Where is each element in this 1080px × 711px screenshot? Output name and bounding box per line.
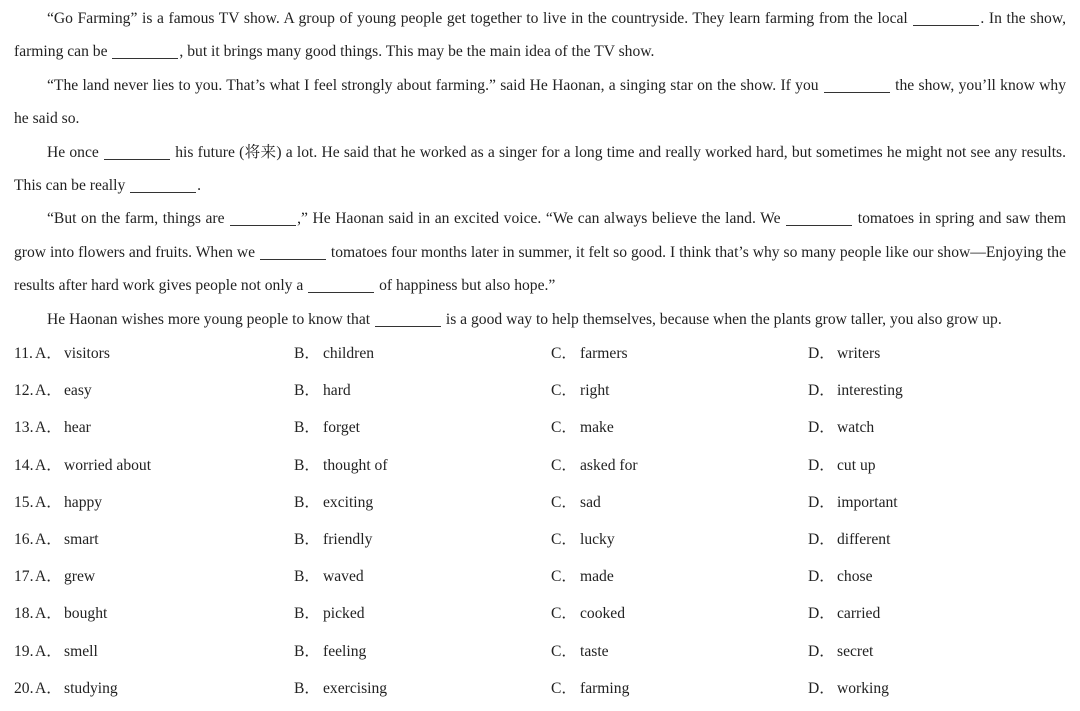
option-text: easy [64, 382, 92, 400]
option-text: secret [837, 642, 874, 660]
option-text: made [580, 568, 614, 586]
option-c[interactable] [551, 597, 625, 630]
option-letter: A． [35, 419, 62, 437]
question-number: 20. [14, 679, 34, 697]
option-letter: A． [35, 642, 62, 660]
option-d[interactable] [808, 337, 880, 370]
option-letter: C． [551, 456, 577, 474]
passage-text: the show, you’ll know why he said so. [14, 76, 1066, 128]
option-text: chose [837, 568, 873, 586]
option-letter: C． [551, 605, 577, 623]
option-letter: D． [808, 679, 835, 697]
passage-text: , but it brings many good things. This may be the main idea of the TV show. [179, 43, 655, 61]
option-text: exciting [323, 493, 374, 511]
question-number: 13. [14, 419, 34, 437]
option-text: hear [64, 419, 91, 437]
option-letter: A． [35, 382, 62, 400]
option-letter: C． [551, 530, 577, 548]
option-b[interactable] [294, 411, 360, 444]
passage-text: He Haonan wishes more young people to know that [47, 310, 374, 328]
option-d[interactable] [808, 635, 873, 668]
option-c[interactable] [551, 672, 629, 705]
passage-text: tomatoes four months later in summer, it felt so good. I think that’s why so many people like our show—Enjoying the results after hard work gives people not only a [14, 243, 1066, 295]
option-letter: C． [551, 642, 577, 660]
passage-text: ,” He Haonan said in an excited voice. “We can always believe the land. We [297, 210, 786, 228]
option-text: thought of [323, 456, 388, 474]
option-c[interactable] [551, 449, 638, 482]
question-row-14 [14, 449, 1074, 486]
option-text: visitors [64, 345, 110, 362]
option-letter: B． [294, 345, 320, 362]
option-letter: D． [808, 456, 835, 474]
answer-blank [308, 277, 374, 294]
option-d[interactable] [808, 486, 898, 519]
option-letter: D． [808, 382, 835, 400]
answer-blank [375, 310, 441, 327]
option-letter: A． [35, 530, 62, 548]
option-b[interactable] [294, 597, 365, 630]
passage-text: . [197, 177, 202, 195]
option-c[interactable] [551, 374, 609, 407]
option-d[interactable] [808, 411, 874, 444]
question-number: 14. [14, 456, 34, 474]
passage-text: tomatoes in spring and saw them grow into flowers and fruits. When we [14, 210, 1067, 261]
option-letter: A． [35, 493, 62, 511]
passage-text: “The land never lies to you. That’s what I feel strongly about farming.” said He Haonan, a singing star on the show. If you [47, 76, 823, 94]
answer-blank [913, 9, 979, 26]
answer-blank [260, 243, 326, 260]
option-a[interactable] [35, 374, 92, 407]
option-text: forget [323, 419, 360, 437]
question-row-13 [14, 411, 1074, 448]
option-letter: C． [551, 345, 577, 362]
paragraph-5 [14, 303, 1066, 336]
option-b[interactable] [294, 374, 351, 407]
question-row-12 [14, 374, 1074, 411]
option-b[interactable] [294, 635, 366, 668]
option-c[interactable] [551, 337, 628, 370]
option-letter: B． [294, 605, 320, 623]
option-text: exercising [323, 679, 388, 697]
option-text: right [580, 382, 610, 400]
question-row-20 [14, 672, 1074, 709]
option-b[interactable] [294, 560, 364, 593]
option-text: farming [580, 679, 630, 697]
option-letter: C． [551, 568, 577, 586]
question-row-11 [14, 337, 1074, 374]
question-row-16 [14, 523, 1074, 560]
option-letter: A． [35, 568, 62, 586]
option-b[interactable] [294, 672, 387, 705]
option-letter: D． [808, 642, 835, 660]
passage-text: his future (将来) a lot. He said that he worked as a singer for a long time and really worked hard, but sometimes he might not see any results. This can be really [14, 143, 1066, 195]
option-letter: A． [35, 605, 62, 623]
option-text: friendly [323, 530, 373, 548]
option-text: important [837, 493, 898, 511]
answer-blank [104, 143, 170, 160]
option-a[interactable] [35, 597, 107, 630]
option-letter: B． [294, 568, 320, 586]
option-b[interactable] [294, 486, 373, 519]
option-d[interactable] [808, 597, 880, 630]
answer-blank [786, 210, 852, 227]
option-a[interactable] [35, 449, 151, 482]
option-text: grew [64, 568, 96, 586]
option-text: working [837, 679, 889, 697]
option-letter: D． [808, 605, 835, 623]
option-text: carried [837, 605, 881, 623]
option-a[interactable] [35, 337, 110, 370]
option-a[interactable] [35, 523, 99, 556]
answer-blank [230, 210, 296, 227]
option-text: children [323, 345, 375, 362]
option-text: bought [64, 605, 108, 623]
passage [14, 2, 1066, 336]
option-d[interactable] [808, 560, 873, 593]
option-text: smart [64, 530, 99, 548]
option-c[interactable] [551, 635, 609, 668]
option-letter: C． [551, 493, 577, 511]
question-number: 18. [14, 605, 34, 623]
question-number: 19. [14, 642, 34, 660]
option-b[interactable] [294, 449, 388, 482]
option-letter: B． [294, 419, 320, 437]
option-d[interactable] [808, 449, 876, 482]
paragraph-1 [14, 2, 1066, 69]
passage-text: . In the show, farming can be [14, 10, 1066, 61]
option-c[interactable] [551, 523, 615, 556]
option-text: make [580, 419, 614, 437]
option-a[interactable] [35, 411, 91, 444]
question-row-17 [14, 560, 1074, 597]
option-c[interactable] [551, 486, 601, 519]
paragraph-3 [14, 136, 1066, 203]
question-number: 11. [14, 345, 33, 362]
passage-text: is a good way to help themselves, because when the plants grow taller, you also grow up. [441, 310, 1002, 328]
option-letter: A． [35, 345, 62, 362]
option-d[interactable] [808, 523, 890, 556]
option-text: waved [323, 568, 364, 586]
option-letter: D． [808, 530, 835, 548]
option-text: sad [580, 493, 601, 511]
option-letter: B． [294, 530, 320, 548]
option-letter: B． [294, 679, 320, 697]
option-b[interactable] [294, 523, 372, 556]
question-number: 17. [14, 568, 34, 586]
option-d[interactable] [808, 672, 889, 705]
option-letter: D． [808, 568, 835, 586]
option-text: different [837, 530, 891, 548]
option-text: watch [837, 419, 875, 437]
passage-text: He once [47, 143, 104, 161]
option-text: feeling [323, 642, 367, 660]
paragraph-4 [14, 202, 1066, 302]
option-letter: C． [551, 679, 577, 697]
option-letter: A． [35, 679, 62, 697]
option-text: lucky [580, 530, 615, 548]
option-letter: D． [808, 419, 835, 437]
option-text: studying [64, 679, 118, 697]
question-row-15 [14, 486, 1074, 523]
question-number: 15. [14, 493, 34, 511]
option-letter: C． [551, 382, 577, 400]
option-text: taste [580, 642, 609, 660]
option-text: hard [323, 382, 351, 400]
option-text: farmers [580, 345, 628, 362]
option-letter: B． [294, 382, 320, 400]
option-d[interactable] [808, 374, 903, 407]
option-a[interactable] [35, 560, 95, 593]
option-letter: D． [808, 493, 835, 511]
option-letter: B． [294, 642, 320, 660]
option-text: happy [64, 493, 103, 511]
option-text: picked [323, 605, 365, 623]
option-letter: B． [294, 493, 320, 511]
passage-text: of happiness but also hope.” [375, 277, 556, 295]
question-row-19 [14, 635, 1074, 672]
answer-blank [824, 76, 890, 93]
paragraph-2 [14, 69, 1066, 136]
question-number: 12. [14, 382, 34, 400]
option-c[interactable] [551, 560, 614, 593]
option-letter: A． [35, 456, 62, 474]
option-text: cut up [837, 456, 876, 474]
option-letter: D． [808, 345, 835, 362]
option-text: cooked [580, 605, 626, 623]
option-c[interactable] [551, 411, 614, 444]
option-text: asked for [580, 456, 638, 474]
option-letter: B． [294, 456, 320, 474]
answer-blank [112, 43, 178, 60]
passage-text: “Go Farming” is a famous TV show. A group of young people get together to live in the countryside. They learn farming from the local [47, 10, 913, 27]
option-text: smell [64, 642, 98, 660]
answer-blank [130, 176, 196, 193]
option-a[interactable] [35, 672, 118, 705]
option-letter: C． [551, 419, 577, 437]
option-text: interesting [837, 382, 903, 400]
question-row-18 [14, 597, 1074, 634]
question-number: 16. [14, 530, 34, 548]
passage-text: “But on the farm, things are [47, 210, 230, 228]
option-b[interactable] [294, 337, 374, 370]
question-list [14, 337, 1074, 709]
option-a[interactable] [35, 635, 98, 668]
option-a[interactable] [35, 486, 102, 519]
option-text: worried about [64, 456, 152, 474]
option-text: writers [837, 345, 881, 362]
